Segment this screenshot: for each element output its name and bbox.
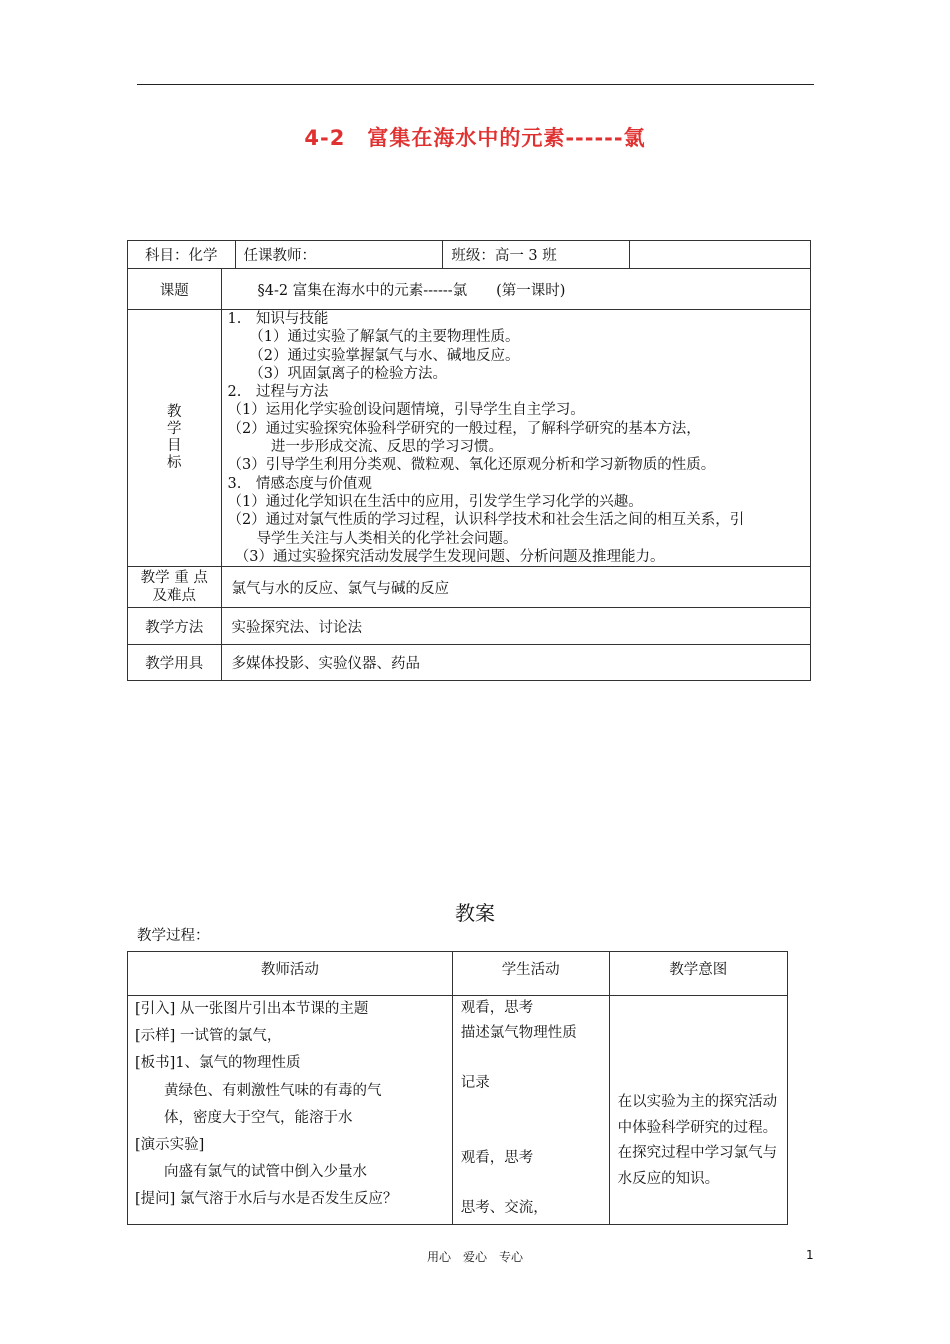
goal-line: 1. 知识与技能 — [227, 311, 329, 327]
goals-label-char: 学 — [167, 421, 182, 438]
goal-line: （2）通过对氯气性质的学习过程，认识科学技术和社会生活之间的相互关系，引 — [227, 512, 745, 529]
goals-content — [221, 310, 810, 567]
student-activity — [452, 996, 609, 1225]
student-line — [461, 1096, 601, 1121]
page-number: 1 — [806, 1248, 814, 1262]
topic-label: 课题 — [128, 269, 222, 310]
lesson-info-table — [127, 240, 811, 681]
student-line: 记录 — [460, 1075, 490, 1091]
process-table — [127, 951, 788, 1225]
teacher-line: 向盛有氯气的试管中倒入少量水 — [135, 1164, 367, 1181]
goal-line: （1）通过化学知识在生活中的应用，引发学生学习化学的兴趣。 — [227, 493, 643, 510]
teacher-line: [示样] 一试管的氯气， — [135, 1028, 282, 1045]
method-label: 教学方法 — [128, 608, 222, 645]
header-rule — [137, 84, 814, 85]
goals-label-char: 教 — [167, 404, 182, 421]
teacher-line: [提问] 氯气溶于水后与水是否发生反应？ — [135, 1191, 398, 1208]
goal-line: 导学生关注与人类相关的化学社会问题。 — [227, 530, 518, 547]
student-line: 思考、交流， — [460, 1200, 548, 1216]
goal-line: 2. 过程与方法 — [227, 384, 329, 401]
student-line — [461, 1046, 601, 1071]
student-line — [461, 1171, 601, 1196]
subject-cell: 科目：化学 — [128, 241, 236, 269]
teaching-intent: 在以实验为主的探究活动中体验科学研究的过程。在探究过程中学习氯气与水反应的知识。 — [609, 996, 787, 1225]
class-cell: 班级：高一 3 班 — [443, 241, 630, 269]
keypoints-label — [128, 567, 222, 608]
method-value: 实验探究法、讨论法 — [221, 608, 810, 645]
goal-line: （2）通过实验掌握氯气与水、碱地反应。 — [227, 347, 520, 364]
teacher-line: 体，密度大于空气，能溶于水 — [135, 1109, 353, 1126]
teacher-line: [板书]1、氯气的物理性质 — [135, 1055, 301, 1072]
goal-line: （3）通过实验探究活动发展学生发现问题、分析问题及推理能力。 — [227, 548, 665, 565]
student-line: 观看，思考 — [460, 1000, 534, 1016]
tools-value: 多媒体投影、实验仪器、药品 — [221, 645, 810, 681]
section-title: 教案 — [455, 901, 495, 925]
keypoints-value: 氯气与水的反应、氯气与碱的反应 — [221, 567, 810, 608]
goal-line: （1）通过实验了解氯气的主要物理性质。 — [227, 329, 520, 346]
student-line: 观看，思考 — [460, 1150, 534, 1166]
teacher-line: 黄绿色、有刺激性气味的有毒的气 — [135, 1082, 382, 1099]
goal-line: （2）通过实验探究体验科学研究的一般过程，了解科学研究的基本方法， — [227, 420, 701, 437]
header-teacher: 教师活动 — [128, 952, 453, 996]
goal-line: （3）引导学生利用分类观、微粒观、氧化还原观分析和学习新物质的性质。 — [227, 457, 716, 474]
header-intent: 教学意图 — [609, 952, 787, 996]
blank-cell — [630, 241, 811, 269]
goal-line: 3. 情感态度与价值观 — [227, 475, 372, 492]
goal-line: 进一步形成交流、反思的学习习惯。 — [227, 439, 504, 456]
goals-label-char: 标 — [167, 455, 182, 472]
tools-label: 教学用具 — [128, 645, 222, 681]
process-label: 教学过程： — [137, 928, 210, 944]
header-student: 学生活动 — [452, 952, 609, 996]
topic-value: §4-2 富集在海水中的元素------氯 (第一课时) — [221, 269, 810, 310]
keypoints-label-line: 教学 重 点 — [140, 570, 208, 587]
page-title: 4-2 富集在海水中的元素------氯 — [304, 126, 646, 150]
goals-label — [128, 310, 222, 567]
goals-label-char: 目 — [167, 438, 182, 455]
student-line: 描述氯气物理性质 — [460, 1025, 577, 1041]
teacher-line: [引入] 从一张图片引出本节课的主题 — [135, 1001, 369, 1017]
keypoints-label-line: 及难点 — [152, 588, 197, 605]
teacher-activity — [128, 996, 453, 1225]
student-line — [461, 1121, 601, 1146]
teacher-cell: 任课教师： — [235, 241, 443, 269]
page-footer: 用心 爱心 专心 — [426, 1250, 523, 1264]
goal-line: （3）巩固氯离子的检验方法。 — [227, 365, 448, 382]
teacher-line: [演示实验] — [135, 1136, 205, 1153]
goal-line: （1）运用化学实验创设问题情境，引导学生自主学习。 — [227, 402, 585, 419]
